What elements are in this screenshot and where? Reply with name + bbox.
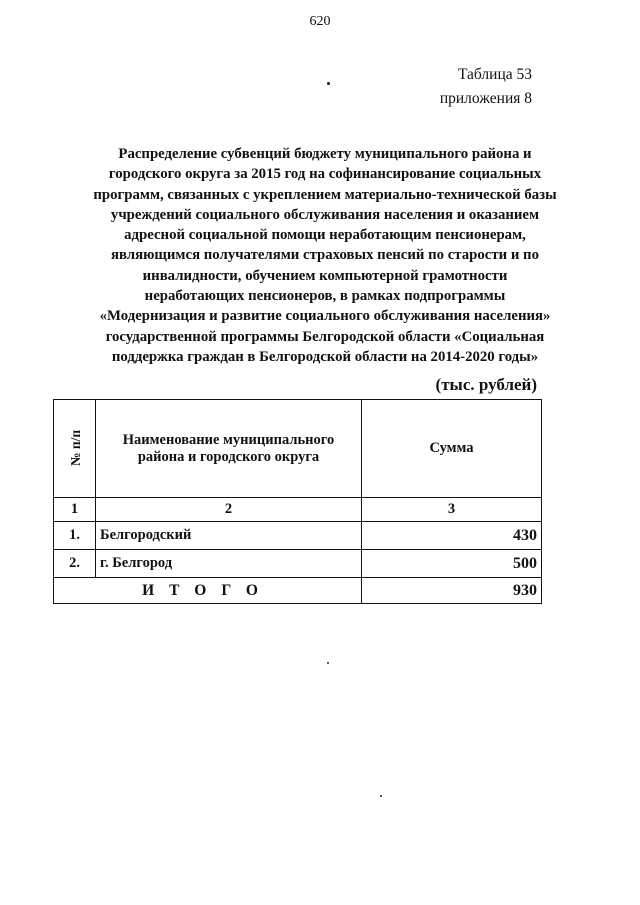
title-line: городского округа за 2015 год на софинансирование социальных xyxy=(108,166,542,183)
row-name: г. Белгород xyxy=(96,550,362,578)
title-line: учреждений социального обслуживания населения и оказанием xyxy=(110,206,540,223)
table-row xyxy=(54,522,542,550)
total-row xyxy=(54,578,542,604)
title-line: государственной программы Белгородской области «Социальная xyxy=(105,328,545,345)
scan-speck xyxy=(327,662,329,664)
header-name: Наименование муниципального района и городского округа xyxy=(96,400,362,498)
column-index: 1 xyxy=(54,498,96,522)
scan-speck xyxy=(380,795,382,797)
appendix-reference: приложения 8 xyxy=(439,90,532,107)
total-sum: 930 xyxy=(362,578,542,604)
subsidy-table xyxy=(53,399,542,604)
page-number: 620 xyxy=(309,14,331,29)
title-line: «Модернизация и развитие социального обслуживания населения» xyxy=(99,308,551,325)
title-line: адресной социальной помощи неработающим пенсионерам, xyxy=(124,227,526,244)
scan-speck xyxy=(327,82,330,85)
row-sum: 430 xyxy=(362,522,542,550)
title-line: Распределение субвенций бюджету муниципального района и xyxy=(118,146,532,162)
total-label: ИТОГО xyxy=(54,578,362,604)
table-reference: Таблица 53 xyxy=(457,66,532,83)
column-index: 2 xyxy=(96,498,362,522)
units-label: (тыс. рублей) xyxy=(435,375,537,394)
row-num: 2. xyxy=(54,550,96,578)
row-num: 1. xyxy=(54,522,96,550)
header-num: № п/п xyxy=(54,400,96,498)
title-line: инвалидности, обучением компьютерной грамотности xyxy=(142,267,508,284)
title-line: программ, связанных с укреплением материально-технической базы xyxy=(93,186,557,203)
row-sum: 500 xyxy=(362,550,542,578)
title-line: неработающих пенсионеров, в рамках подпрограммы xyxy=(144,288,506,305)
column-index-row xyxy=(54,498,542,522)
table-header-row xyxy=(54,400,542,498)
title-line: являющимся получателями страховых пенсий по старости и по xyxy=(111,247,539,264)
document-title xyxy=(60,144,590,367)
table-row xyxy=(54,550,542,578)
row-name: Белгородский xyxy=(96,522,362,550)
header-sum: Сумма xyxy=(362,400,542,498)
column-index: 3 xyxy=(362,498,542,522)
title-line: поддержка граждан в Белгородской области на 2014-2020 годы» xyxy=(111,348,539,365)
